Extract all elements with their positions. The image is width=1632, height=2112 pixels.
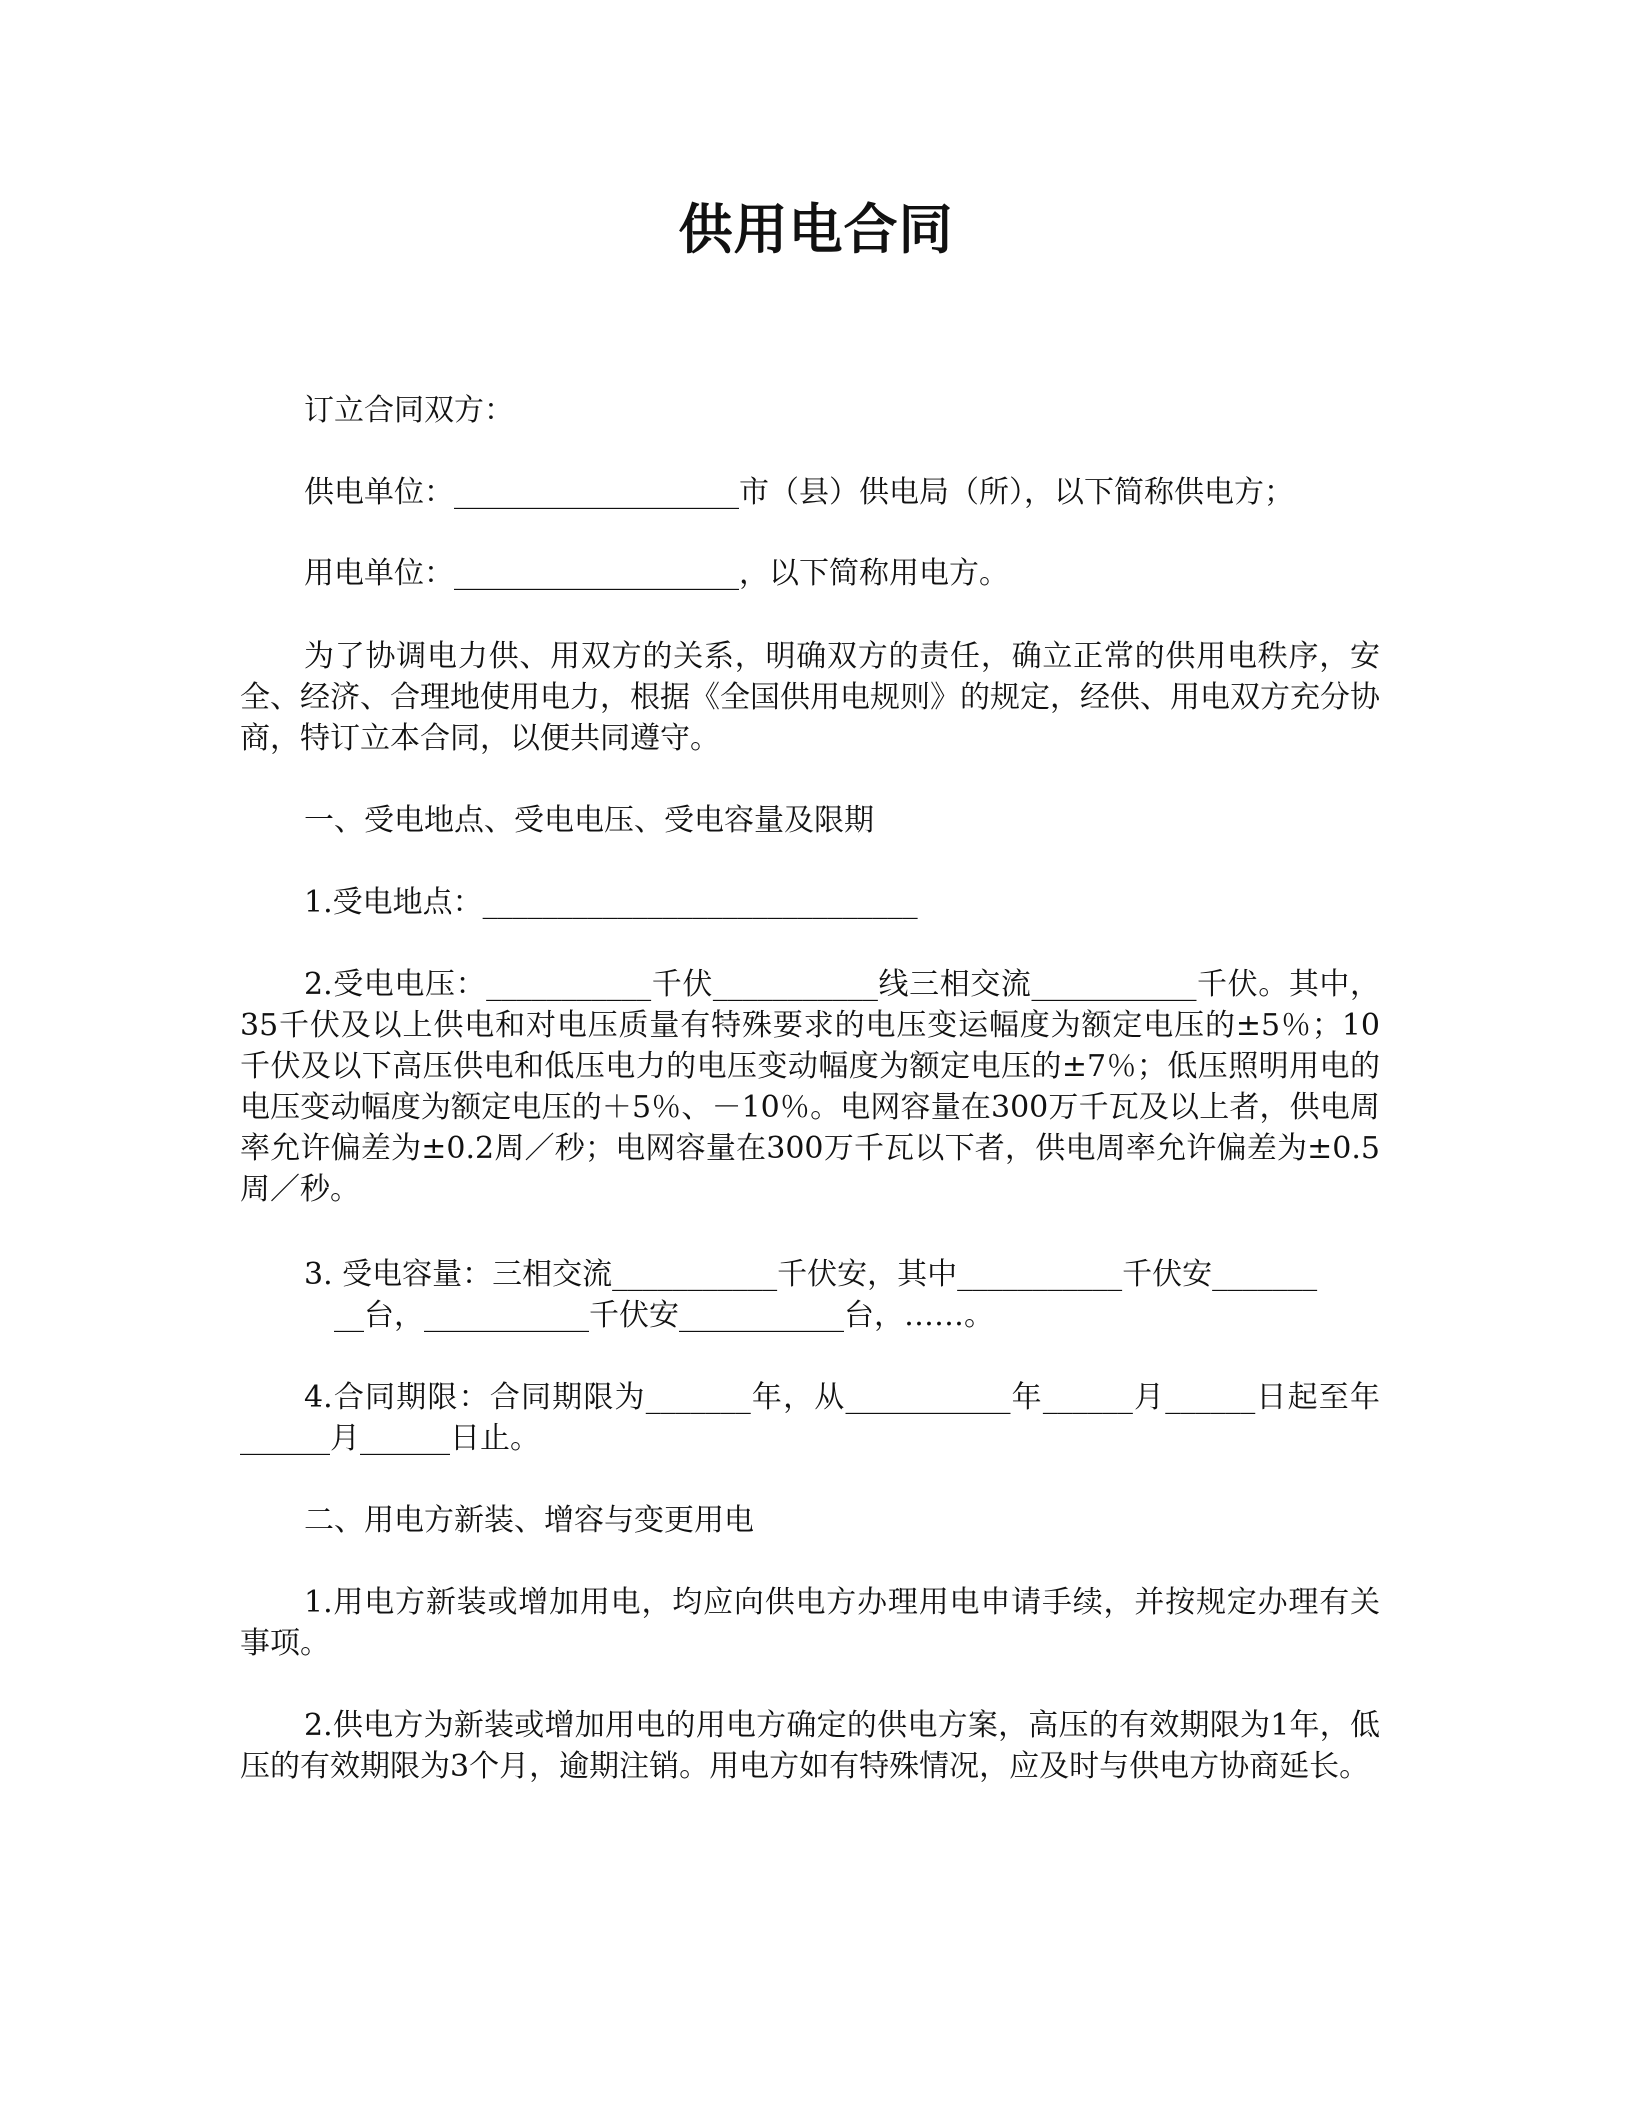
section-heading-1: 一、受电地点、受电电压、受电容量及限期 [304, 803, 874, 838]
clause-2-2: 2.供电方为新装或增加用电的用电方确定的供电方案，高压的有效期限为1年，低压的有效期限为3个月，逾期注销。用电方如有特殊情况，应及时与供电方协商延长。 [240, 1708, 1380, 1784]
clause-1-3-line-1: 3. 受电容量：三相交流___________千伏安，其中___________千伏安_______ [304, 1257, 1318, 1292]
clause-1-3 [240, 1254, 1380, 1336]
clause-2-1: 1.用电方新装或增加用电，均应向供电方办理用电申请手续，并按规定办理有关事项。 [240, 1585, 1380, 1661]
consumer-line: 用电单位：___________________，以下简称用电方。 [304, 556, 1009, 591]
clause-1-4: 4.合同期限：合同期限为_______年，从___________年______月______日起至年______月______日止。 [240, 1380, 1380, 1456]
document-title: 供用电合同 [678, 198, 954, 261]
clause-1-1: 1.受电地点：_____________________________ [304, 885, 918, 920]
clause-1-2: 2.受电电压：___________千伏___________线三相交流___________千伏。其中，35千伏及以上供电和对电压质量有特殊要求的电压变运幅度为额定电压的±5％；10千伏及以下高压供电和低压电力的电压变动幅度为额定电压的±7％；低压照明用电的电压变动幅度为额定电压的＋5％、－10％。电网容量在300万千瓦及以上者，供电周率允许偏差为±0.2周／秒；电网容量在300万千瓦以下者，供电周率允许偏差为±0.5周／秒。 [240, 967, 1380, 1207]
preamble-paragraph: 为了协调电力供、用双方的关系，明确双方的责任，确立正常的供用电秩序，安全、经济、合理地使用电力，根据《全国供用电规则》的规定，经供、用电双方充分协商，特订立本合同，以便共同遵守。 [240, 639, 1380, 756]
section-heading-2: 二、用电方新装、增容与变更用电 [304, 1503, 754, 1538]
supplier-line: 供电单位：___________________市（县）供电局（所），以下简称供电方； [304, 475, 1294, 510]
parties-heading: 订立合同双方： [304, 393, 514, 428]
clause-1-3-line-2: __台，___________千伏安___________台，……。 [334, 1298, 994, 1333]
